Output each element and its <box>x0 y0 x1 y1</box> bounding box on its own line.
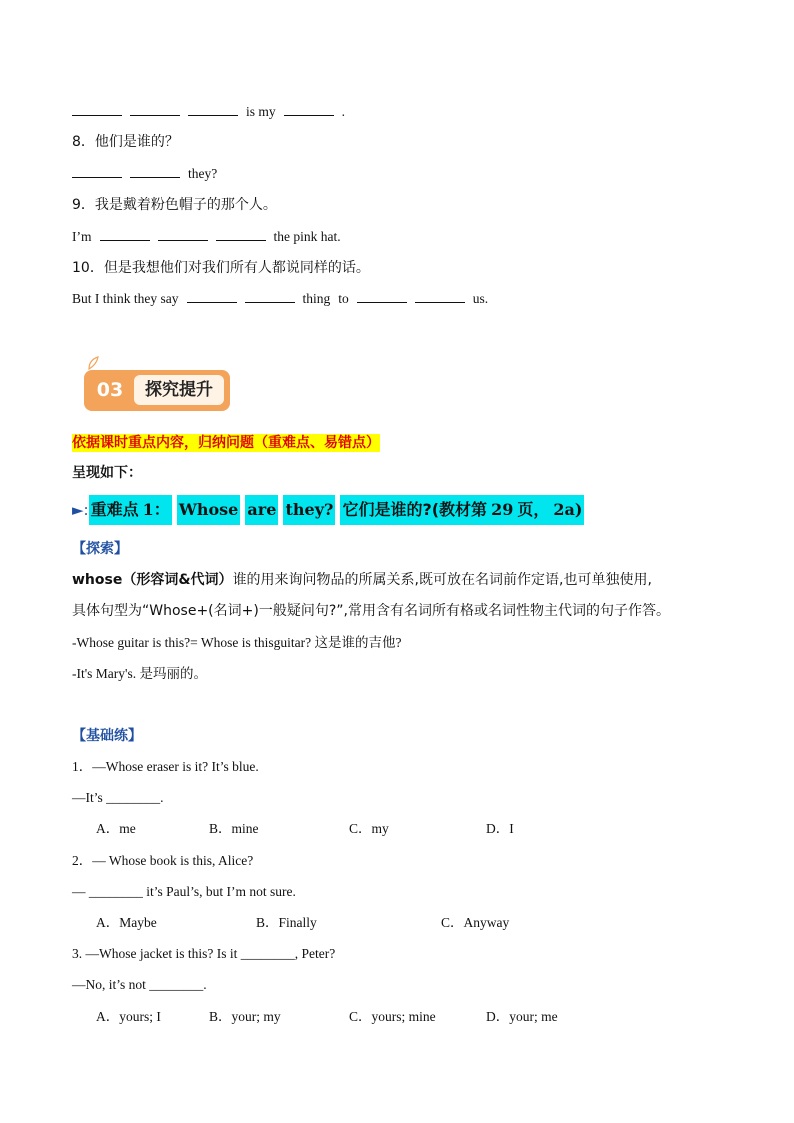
practice-tag: 【基础练】 <box>72 728 142 744</box>
option-a[interactable]: A．Maybe <box>96 915 157 930</box>
keypoint-part: they? <box>283 495 335 525</box>
blank-line-1: is my . <box>72 103 345 121</box>
option-b[interactable]: B．Finally <box>256 915 317 930</box>
blank[interactable] <box>130 165 180 178</box>
blank[interactable] <box>188 103 238 116</box>
blank[interactable] <box>357 290 407 303</box>
blank[interactable] <box>158 228 208 241</box>
practice-q1-stem: 1．—Whose eraser is it? It’s blue. <box>72 759 259 774</box>
keypoint-part: 29 <box>489 495 515 525</box>
blank[interactable] <box>415 290 465 303</box>
highlighted-instruction: 依据课时重点内容，归纳问题（重难点、易错点） <box>72 435 380 451</box>
blank[interactable] <box>72 165 122 178</box>
question-9-answer-line <box>72 228 341 246</box>
arrow-icon: ►: <box>72 501 89 519</box>
option-c[interactable]: C．yours; mine <box>349 1009 436 1024</box>
option-a[interactable]: A．yours; I <box>96 1009 161 1024</box>
practice-q3-stem: 3. —Whose jacket is this? Is it ________, Peter? <box>72 946 336 961</box>
static-text: But I think they say <box>72 291 179 306</box>
option-b[interactable]: B．your; my <box>209 1009 281 1024</box>
question-9-prompt: 9．我是戴着粉色帽子的那个人。 <box>72 197 277 213</box>
explore-lead: whose（形容词&代词） <box>72 572 233 588</box>
static-text: thing <box>302 291 331 306</box>
keypoint-part: 2a) <box>551 495 584 525</box>
static-text: to <box>338 291 349 306</box>
option-c[interactable]: C．my <box>349 821 389 836</box>
keypoint-part: are <box>245 495 278 525</box>
section-badge <box>84 370 230 411</box>
static-text: the pink hat. <box>273 229 341 244</box>
keypoint-part: 重难点 <box>89 495 141 525</box>
present-label: 呈现如下： <box>72 465 142 481</box>
question-10-prompt: 10．但是我想他们对我们所有人都说同样的话。 <box>72 260 370 276</box>
option-c[interactable]: C．Anyway <box>441 915 510 930</box>
blank[interactable] <box>100 228 150 241</box>
section-number: 03 <box>96 379 124 401</box>
question-8-prompt: 8．他们是谁的？ <box>72 134 179 150</box>
blank[interactable] <box>245 290 295 303</box>
question-10-answer-line <box>72 290 488 308</box>
static-text: is my <box>246 104 276 119</box>
keypoint-part: Whose <box>177 495 240 525</box>
blank[interactable] <box>130 103 180 116</box>
practice-q1-reply: —It’s ________. <box>72 790 164 805</box>
practice-q2-reply: — ________ it’s Paul’s, but I’m not sure. <box>72 884 296 899</box>
option-a[interactable]: A．me <box>96 821 136 836</box>
keypoint-part: 它们是谁的?(教材第 <box>340 495 489 525</box>
explore-example-1: -Whose guitar is this?= Whose is thisguitar? 这是谁的吉他? <box>72 635 402 650</box>
question-8-answer-line <box>72 165 217 183</box>
blank[interactable] <box>187 290 237 303</box>
blank[interactable] <box>216 228 266 241</box>
static-text: I’m <box>72 229 92 244</box>
explore-paragraph <box>72 571 722 589</box>
keypoint-heading <box>72 495 584 525</box>
leaf-icon <box>86 356 100 370</box>
option-d[interactable]: D．your; me <box>486 1009 558 1024</box>
practice-q2-stem: 2．— Whose book is this, Alice? <box>72 853 254 868</box>
static-text: they? <box>188 166 218 181</box>
option-b[interactable]: B．mine <box>209 821 259 836</box>
explore-rest: 谁的用来询问物品的所属关系,既可放在名词前作定语,也可单独使用, <box>232 572 652 588</box>
option-d[interactable]: D．I <box>486 821 514 836</box>
section-instruction <box>72 434 380 452</box>
explore-example-2: -It's Mary's. 是玛丽的。 <box>72 666 207 681</box>
practice-q3-reply: —No, it’s not ________. <box>72 977 207 992</box>
keypoint-part: 页， <box>515 495 551 525</box>
blank[interactable] <box>72 103 122 116</box>
explore-tag: 【探索】 <box>72 541 128 557</box>
section-title: 探究提升 <box>145 380 213 400</box>
static-text: us. <box>472 291 489 306</box>
keypoint-part: 1： <box>141 495 172 525</box>
explore-paragraph-line2: 具体句型为“Whose+(名词+)一般疑问句?”,常用含有名词所有格或名词性物主代词的句子作答。 <box>72 603 670 619</box>
blank[interactable] <box>284 103 334 116</box>
